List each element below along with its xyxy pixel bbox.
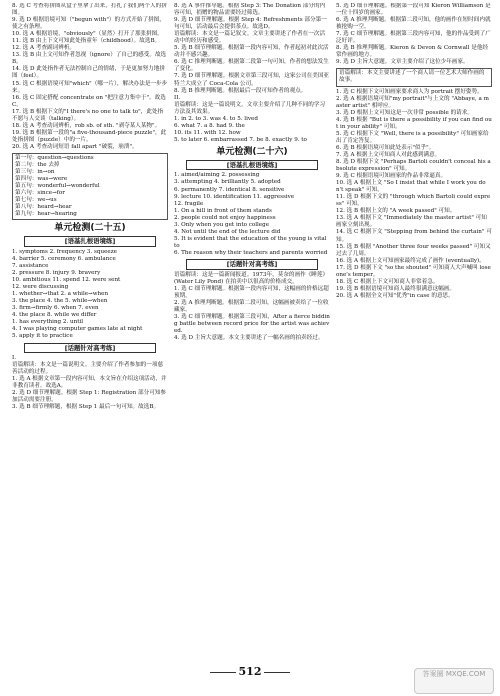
answer-line: 16. 选 C 固定搭配 concentrate on "把注意力集中于"。故选C。 <box>12 94 166 108</box>
answer-line: 6. 选 A 推理判断题。根据第二段可知，他的画作在短时间内就被抢购一空。 <box>336 17 491 31</box>
answer-line: 5. apply it to practice <box>12 333 73 340</box>
answer-line: 13. 选 A 根据下文 "Immediately the master artist" 可知画家立刻出现。 <box>336 215 487 229</box>
answer-line: 1. aimed/aiming 2. possessing <box>174 172 260 179</box>
sub-title-vocab-25: [语基扎根语境练] <box>24 236 156 247</box>
sub-title-reading-25: [话题针对高考练] <box>24 343 156 354</box>
answer-line: 8. 选 B 推理判断题。Kieron & Devon & Cornwall 是他经常作画的地方。 <box>336 45 489 59</box>
col1-answers <box>12 249 168 341</box>
answer-line: 7. 选 D 细节理解题。根据文章第三段可知，这家公司在美国亚特兰大成立了 Coca-Cola 公司。 <box>174 73 330 87</box>
answer-line: 10. ambitious 11. spend 12. were sent <box>12 277 121 284</box>
answer-line: 11. 选 B 由上下文可知此处指童年（childhood）。故选B。 <box>12 38 161 45</box>
answer-line: 3. firm→firmly 6. when 7. even <box>12 305 99 312</box>
answer-line: 9. 选 D 主旨大意题。文章主要介绍了这位少年画家。 <box>336 59 469 66</box>
columns <box>12 3 492 663</box>
answer-line: 20. 选 A 考查动词短语 fall apart "破裂，崩溃"。 <box>12 143 138 150</box>
answer-line: 17. 选 B 根据下文的"I there's no one to talk to"，此处指不愿与人交谈（talking）。 <box>12 108 164 122</box>
answer-line: 2. 选 A 根据语境可知"my portrait"与上文的 "Abbaye, a master artist" 相呼应。 <box>336 95 489 109</box>
answer-line: 6. The reason why their teachers and parents worried <box>174 249 328 256</box>
answer-line: 6. permanently 7. identical 8. sensitive <box>174 186 285 193</box>
col1-items <box>12 3 168 151</box>
answer-line: 20. 选 A 根据全文可知"优秀"in case 的意思。 <box>336 292 454 299</box>
watermark-logo: 答案圈 MXQE.COM <box>414 668 494 694</box>
answer-line: 19. 选 B 根据第一段的"a five-thousand-piece puzzle"，此处指拼图（puzzle）中的一片。 <box>12 129 167 143</box>
page-number-dash-left <box>210 672 236 673</box>
answer-line: I. <box>12 355 16 362</box>
answer-line: 8. 选 B 推理判断题。根据最后一段可知作者的观点。 <box>174 87 307 94</box>
page-number-text: 512 <box>238 665 262 678</box>
answer-line: 第四句：was→were <box>15 176 68 183</box>
answer-line: 第九句：hear→hearing <box>15 211 77 218</box>
answer-line: 3. 选 C 细节理解题。根据第三段可知，After a fierce bidding battle between record price for the artist was achieved. <box>174 313 330 334</box>
answer-line: 语篇解读：本文是一篇记叙文。文章主要讲述了作者在一次活动中的经历和感受。 <box>174 31 326 45</box>
answer-line: 5. 选 C 根据下文 "Well, there is a possibility" 可知画家给出了肯定答复。 <box>336 130 489 144</box>
answer-line: 18. 选 C 根据上下文可知商人非常着急。 <box>336 278 439 285</box>
answer-line: 第一句：question→questions <box>15 154 94 161</box>
answer-line: 3. attempting 4. brilliantly 5. adopted <box>174 179 281 186</box>
answer-line: 1. whether→that 2. a while→when <box>12 291 109 298</box>
answer-line: 18. 选 A 考查动词辨析，rob sb. of sth. "剥夺某人某物"。 <box>12 122 161 129</box>
answer-line: 4. 选 D 主旨大意题。本文主要讲述了一幅名画的拍卖经过。 <box>174 334 324 341</box>
answer-line: 语篇解读：本文是一篇说明文。主要介绍了作者参加的一项慈善活动的过程。 <box>12 362 164 376</box>
answer-line: 6. 选 C 推理判断题。根据第二段第一句可知，作者的想法发生了变化。 <box>174 59 329 73</box>
answer-line: 1. has everything 2. until <box>12 319 84 326</box>
answer-line: 6. what 7. a 8. had 9. the <box>174 122 245 129</box>
answer-line: 7. 选 C 细节理解题。根据第三段内容可知，他的作品受到了广泛好评。 <box>336 31 491 45</box>
answer-line: 1. 选 C 根据下文可知画家要求商人为 portrait 摆好姿势。 <box>336 88 483 95</box>
answer-line: 第五句：wonderful→wonderful <box>15 183 100 190</box>
answer-line: 15. 选 C 根据语境可知"which"（哪一片），解决办法是一步步来。 <box>12 80 168 94</box>
answer-line: 第三句：in→on <box>15 169 55 176</box>
answer-line: 1. On a hill in front of them stands <box>174 207 272 214</box>
answer-line: 4. 选 B 根据 "But is there a possibility if you can find out in your ability" 可知。 <box>336 116 492 130</box>
answer-line: 14. 选 C 根据下文 "Stepping from behind the curtain" 可知。 <box>336 229 492 243</box>
answer-line: 5. 选 B 细节理解题。根据第一段内容可知，作者起初对此次活动并不感兴趣。 <box>174 45 329 59</box>
answer-line: 2. pressure 8. injury 9. bravery <box>12 270 101 277</box>
col2-answers <box>174 172 330 257</box>
answer-line: 6. 选 B 根据语境可知此处表示"似乎"。 <box>336 144 435 151</box>
answer-line: 第六句：since→for <box>15 190 65 197</box>
answer-line: 8. 选 C 考查将拼图从盒子里拿了出来，打扎了我们两个人的拼图。 <box>12 3 167 17</box>
sub-title-vocab-26: [语基扎根语境练] <box>186 160 318 171</box>
col1-vocab-box <box>12 153 168 220</box>
column-2 <box>174 3 330 663</box>
col2-items <box>174 3 330 144</box>
answer-line: 5. 选 D 细节理解题。根据第一段可知 Kieron Williamson 是一位十四岁的画家。 <box>336 3 491 17</box>
answer-line: 12. 选 A 考查副词辨析。 <box>12 45 76 52</box>
answer-line: 12. 选 B 根据上文的 "A week passed" 可知。 <box>336 208 456 215</box>
answer-line: 3. 选 D 根据上文可知这是一次非常 possible 的请求。 <box>336 109 473 116</box>
answer-line: 12. were discussing <box>12 284 69 291</box>
answer-line: 4. barrier 5. ceremony 6. ambulance <box>12 255 116 262</box>
answer-line: 语篇解读：这是一篇新闻报道。1973年，莫奈的画作《睡莲》(Water Lily Pond) 在拍卖中以很高的价格成交。 <box>174 271 329 285</box>
answer-line: 2. people could not enjoy happiness <box>174 214 276 221</box>
col1-passage <box>12 355 168 411</box>
answer-line: 9. 选 C 根据语境可知画家的作品非常逼真。 <box>336 173 447 180</box>
answer-line: 7. assistance <box>12 263 49 269</box>
column-3 <box>336 3 492 663</box>
answer-line: 1. 选 C 细节理解题。根据第一段内容可知，这幅画的价格远超预期。 <box>174 285 329 299</box>
section-title-26: 单元检测(二十六) <box>216 146 288 157</box>
col3-passage-title: 语篇解读：本文主要讲述了一个商人请一位艺术大师作画的故事。 <box>336 68 492 86</box>
answer-line: 语篇解读：这是一篇说明文。文章主要介绍了几种不同的学习方法及其效果。 <box>174 101 326 115</box>
answer-line: 9. lecture 10. identification 11. aggressive <box>174 193 295 200</box>
sub-title-reading-26: [话题针对高考练] <box>186 259 318 270</box>
answer-line: 第二句：the 去掉 <box>15 162 60 169</box>
answer-line: 2. 选 D 细节理解题。根据 Step 1: Registration 部分可知参加活动需要注册。 <box>12 390 167 404</box>
col3-cloze <box>336 89 492 300</box>
answer-line: 12. fragile <box>174 200 204 207</box>
answer-line: 1. symptoms 2. frequency 3. squeeze <box>12 248 117 255</box>
answer-line: 第八句：heard→hear <box>15 204 72 211</box>
answer-line: 13. 选 B 由上文可知作者忽视（ignore）了自己的感受。故选B。 <box>12 52 167 66</box>
answer-line: 2. 选 A 推理判断题。根据第二段可知，这幅画被卖给了一位收藏家。 <box>174 299 329 313</box>
answer-line: 8. 选 A 事件推导题。根据 Step 3: The Donation 部分的内容可知，捐赠的物品需要经过筛选。 <box>174 3 326 17</box>
answer-line: 4. Not until the end of the lecture did <box>174 228 281 235</box>
answer-line: 第七句：we→us <box>15 197 57 204</box>
answer-line: 4. the place 8. while we differ <box>12 312 97 319</box>
col3-items <box>336 3 492 66</box>
answer-line: 19. 选 B 根据语境可知商人最终很满意这幅画。 <box>336 285 456 292</box>
answer-line: 17. 选 D 根据下文 "so the shouted" 可知商人大声喊叫 lose one's temper。 <box>336 264 491 278</box>
answer-line: 10. its 11. with 12. how <box>174 129 241 136</box>
answer-line: 7. 选 A 根据上文可知商人对此感到满意。 <box>336 151 441 158</box>
answer-line: 14. 选 D 此处指作者无法控制自己的情绪，于是更加努力地拼图（feel）。 <box>12 66 165 80</box>
section-title-25: 单元检测(二十五) <box>54 223 126 234</box>
answer-line: II. <box>174 94 181 101</box>
answer-line: 3. 选 B 细节理解题，根据 Step 1 最后一句可知。故选B。 <box>12 404 160 411</box>
answer-line: 15. 选 B 根据 "Another three four weeks passed" 可知又过去了几周。 <box>336 243 491 257</box>
answer-line: 16. 选 A 根据上文可知画家最终完成了画作 (eventually)。 <box>336 257 485 264</box>
column-1 <box>12 3 168 663</box>
answer-line: 1. in 2. to 3. was 4. to 5. lived <box>174 115 258 122</box>
answer-line: 8. 选 D 根据下文 "Perhaps Bartoli couldn't conceal his absolute expression" 可知。 <box>336 158 491 173</box>
answer-line: 11. 选 D 根据下文的 "through which Bartoli could express" 可知。 <box>336 194 491 208</box>
answer-line: 5. to later 6. embarrassed 7. be 8. exactly 9. to <box>174 136 307 143</box>
answer-line: 10. 选 A 根据上文 "So I insist that while I work you don't speak" 可知。 <box>336 180 486 194</box>
col2-passage <box>174 272 330 342</box>
answer-line: 5. It is evident that the education of the young is vital to <box>174 235 327 249</box>
answer-line: 4. I was playing computer games late at night <box>12 326 143 333</box>
page-number-dash-right <box>264 672 290 673</box>
answer-line: 9. 选 D 细节理解题。根据 Step 4: Refreshments 部分第一句可知，活动最后会提供茶点。故选D。 <box>174 17 327 31</box>
answer-line: 3. Only when you get into college <box>174 221 270 228</box>
answer-line: 10. 选 A 根据语境，"obviously"（显然）打开了那张拼图。 <box>12 31 163 38</box>
answer-line: 1. 选 A 根据文章第一段内容可知，本文旨在介绍这项活动，并非教育读者。故选A。 <box>12 376 167 390</box>
answer-line: 9. 选 D 根据语境可知（"begun with"）的方式开始了拼图，使之有条理。 <box>12 17 165 31</box>
answer-line: 3. the place 4. the 5. while→when <box>12 298 108 305</box>
